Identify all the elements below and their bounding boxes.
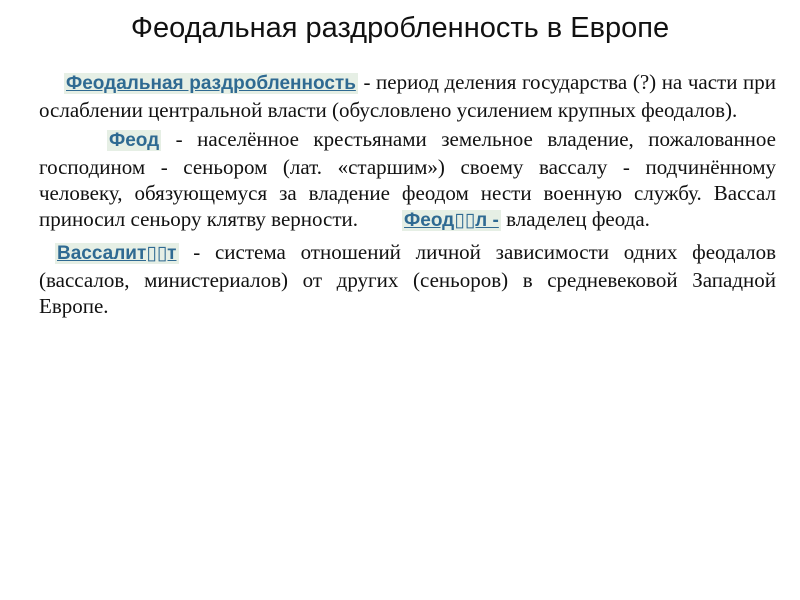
paragraph-feudal-fragmentation xyxy=(39,69,776,123)
slide-body xyxy=(39,69,776,319)
paragraph-fief xyxy=(39,126,776,234)
paragraph-vassalage xyxy=(39,239,776,319)
definition-fief: - населённое крестьянами земельное владение, пожалованное господином - сеньором (лат. «старшим») своему вассалу - подчинённому человеку, обязующемуся за владение феодом нести военную службу. Вассал приносил сеньору клятву верности. xyxy=(39,127,776,231)
term-fief: Феод xyxy=(109,130,160,151)
definition-vassalage: - система отношений личной зависимости одних феодалов (вассалов, министериалов) от других (сеньоров) в средневековой Западной Европе. xyxy=(39,240,776,318)
slide-title: Феодальная раздробленность в Европе xyxy=(130,12,670,44)
term-feudal-fragmentation: Феодальная раздробленность xyxy=(66,73,356,94)
definition-feudal-fragmentation: - период деления государства (?) на части при ослаблении центральной власти (обусловлено усилением крупных феодалов). xyxy=(39,70,776,122)
definition-feudal-lord: владелец феода. xyxy=(500,207,650,231)
term-feudal-lord: Феод▯▯л - xyxy=(404,210,499,231)
term-vassalage: Вассалит▯▯т xyxy=(57,243,177,264)
